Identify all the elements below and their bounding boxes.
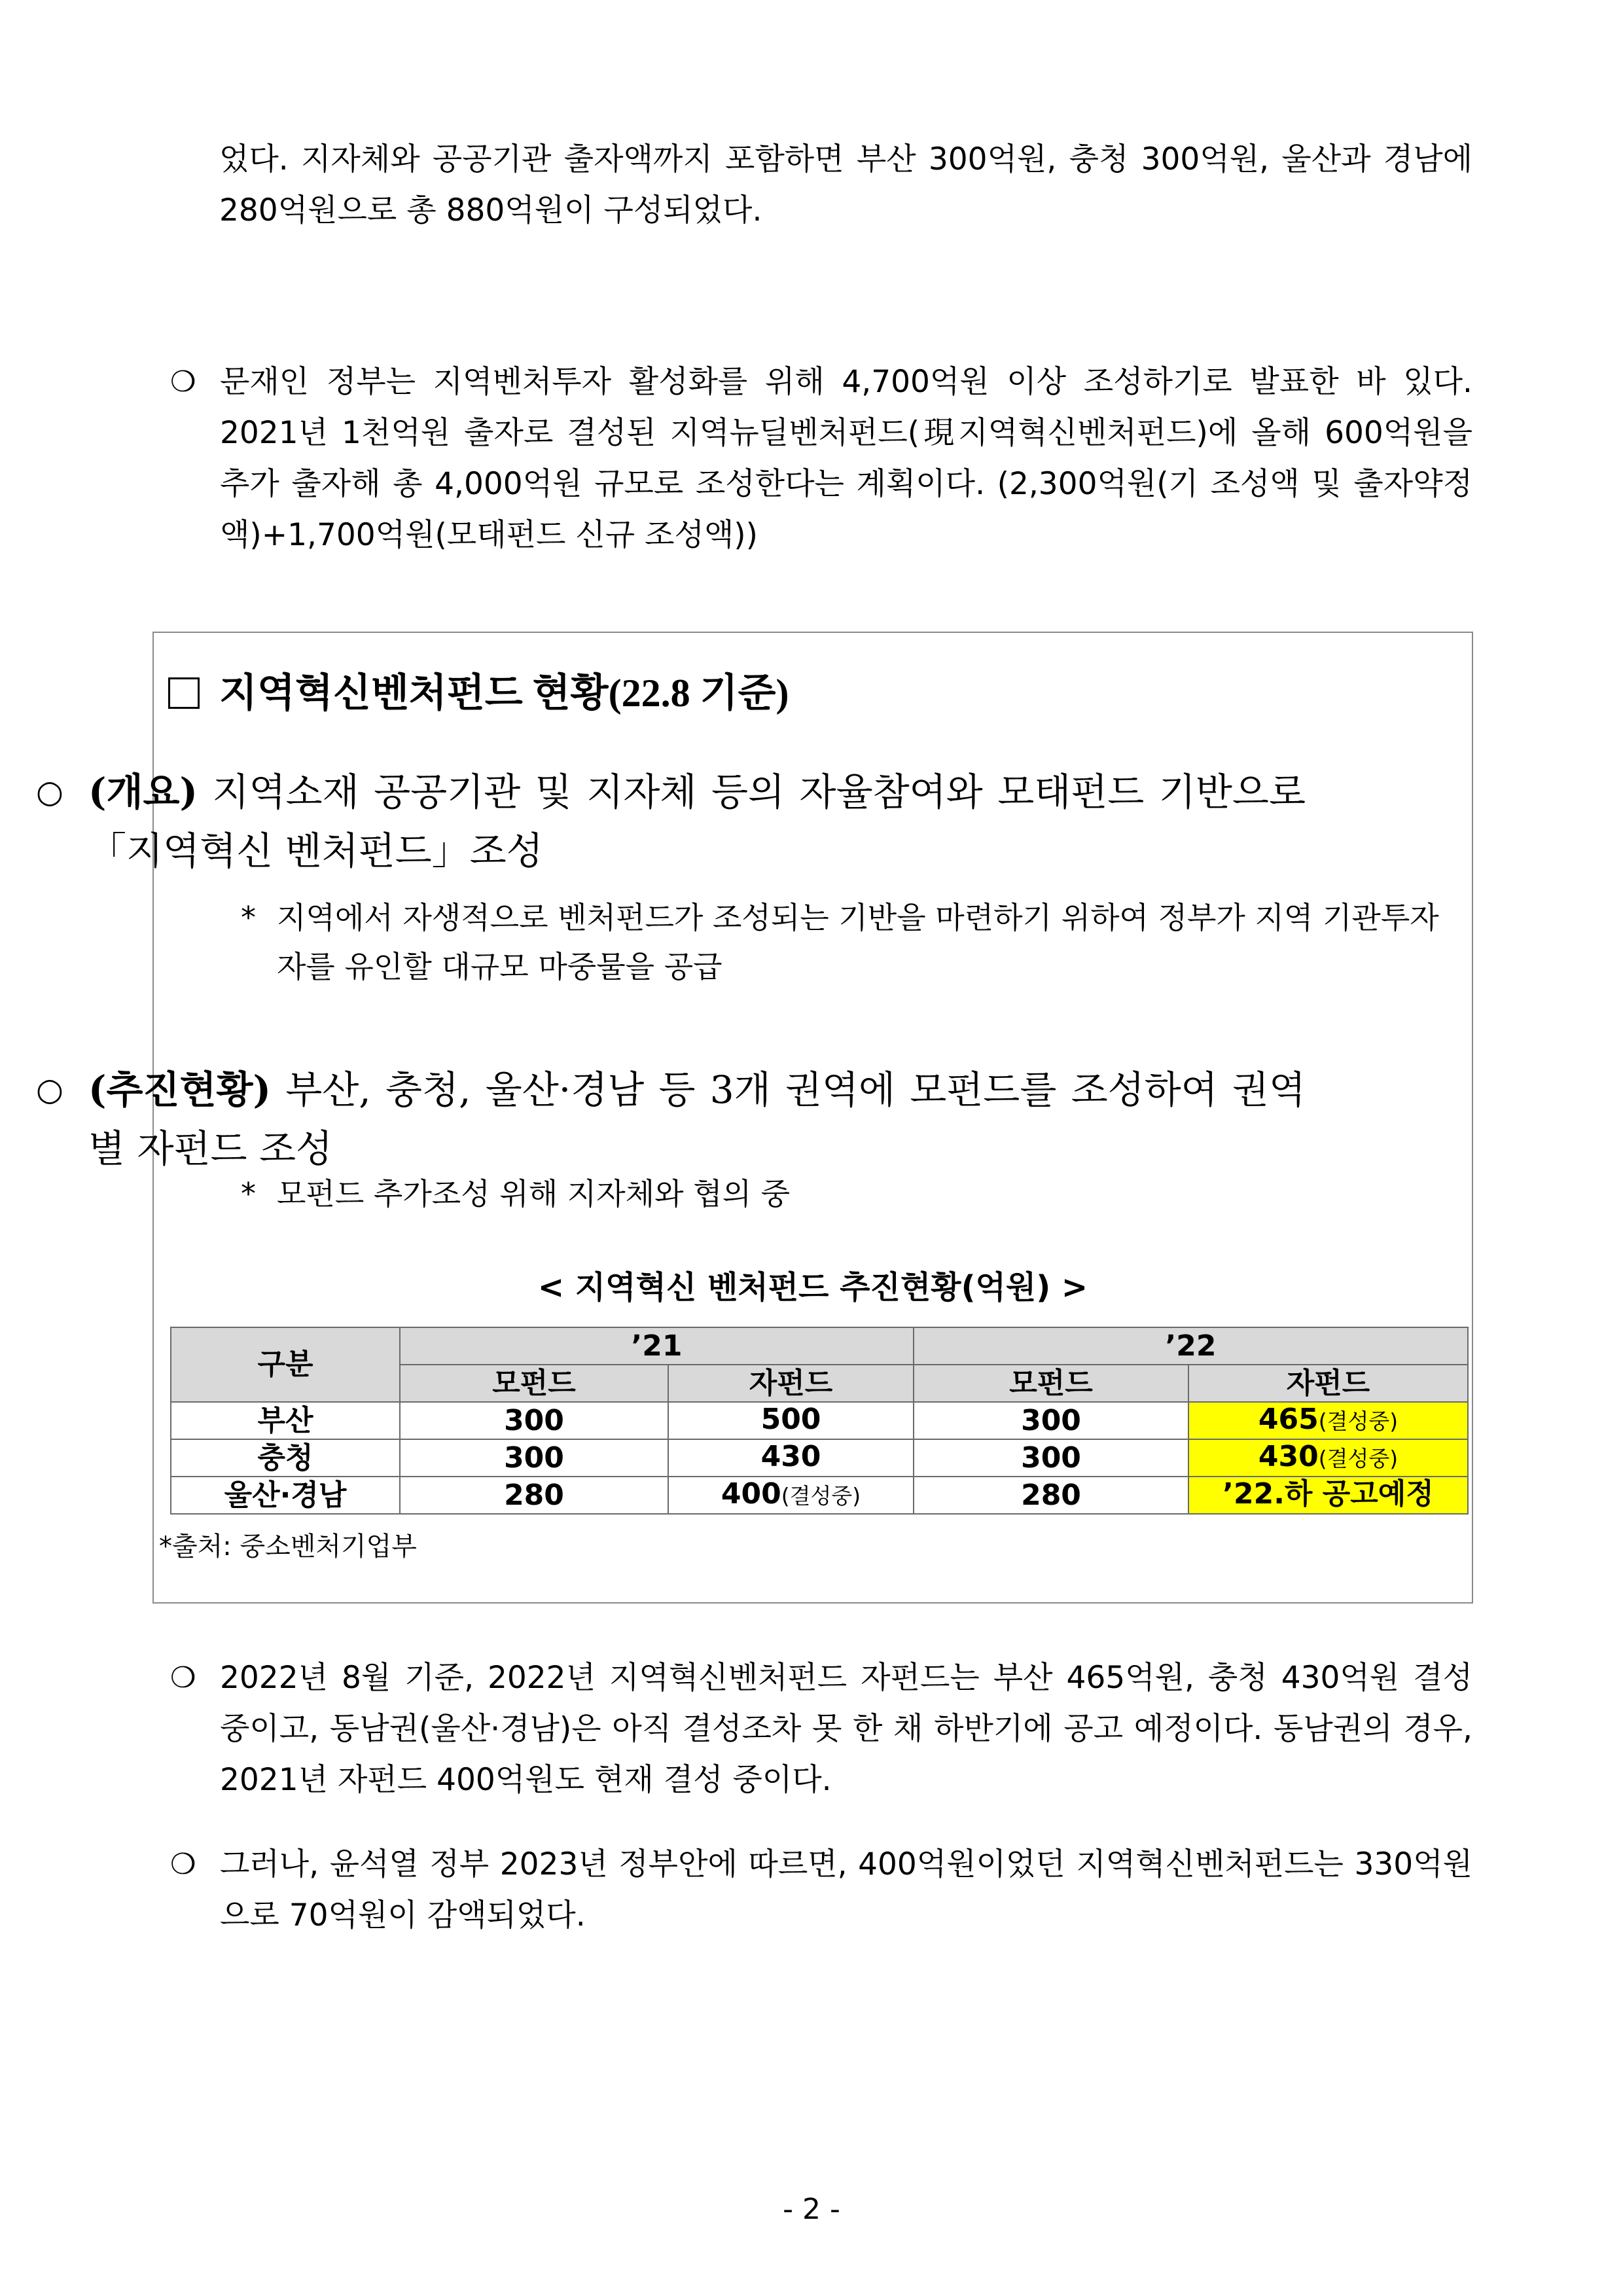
- header-mofund: 모펀드: [400, 1365, 668, 1402]
- circle-bullet-icon: ○: [36, 1071, 63, 1108]
- note-text: 모펀드 추가조성 위해 지자체와 협의 중: [277, 1176, 791, 1211]
- header-jafund: 자펀드: [668, 1365, 914, 1402]
- paragraph-text: 었다. 지자체와 공공기관 출자액까지 포함하면 부산 300억원, 충청 300억원, 울산과 경남에 280억원으로 총 880억원이 구성되었다.: [219, 141, 1472, 228]
- value-cell: 300: [400, 1439, 668, 1477]
- table-row: [171, 1439, 1468, 1477]
- bullet-paragraph: [170, 357, 1472, 561]
- note-text: 지역에서 자생적으로 벤처펀드가 조성되는 기반을 마련하기 위하여 정부가 지역 기관투자자를 유인할 대규모 마중물을 공급: [277, 900, 1439, 984]
- value-cell: 280: [400, 1477, 668, 1514]
- value-cell: 300: [914, 1439, 1188, 1477]
- header-mofund: 모펀드: [914, 1365, 1188, 1402]
- asterisk-icon: *: [241, 900, 256, 935]
- highlighted-value-cell: 430(결성중): [1188, 1439, 1468, 1477]
- value-cell: 400(결성중): [668, 1477, 914, 1514]
- value-cell: 300: [914, 1402, 1188, 1439]
- paragraph-continuation: [219, 134, 1472, 236]
- progress-item: [36, 1060, 1306, 1178]
- asterisk-icon: *: [241, 1176, 256, 1211]
- header-year-21: ’21: [400, 1327, 914, 1365]
- bullet-circle-icon: ❍: [170, 1848, 196, 1881]
- table-row: [171, 1477, 1468, 1514]
- progress-note: [241, 1170, 1465, 1219]
- table-source: *출처: 중소벤처기업부: [159, 1532, 417, 1562]
- header-year-22: ’22: [914, 1327, 1468, 1365]
- value-cell: 300: [400, 1402, 668, 1439]
- checkbox-square-icon: [168, 677, 200, 709]
- table-row: [171, 1402, 1468, 1439]
- item-label: (추진현황): [88, 1067, 271, 1112]
- circle-bullet-icon: ○: [36, 774, 63, 810]
- item-text: 부산, 충청, 울산·경남 등 3개 권역에 모펀드를 조성하여 권역별 자펀드 조성: [88, 1067, 1306, 1171]
- fund-table: [170, 1327, 1469, 1515]
- paragraph-text: 문재인 정부는 지역벤처투자 활성화를 위해 4,700억원 이상 조성하기로 발표한 바 있다. 2021년 1천억원 출자로 결성된 지역뉴딜벤처펀드(現지역혁신벤처펀드)에 올해 600억원을 추가 출자해 총 4,000억원 규모로 조성한다는 계획이다. (2,300억원(기 조성액 및 출자약정액)+1,700억원(모태펀드 신규 조성액)): [220, 364, 1472, 553]
- header-category: 구분: [171, 1327, 400, 1402]
- region-cell: 충청: [171, 1439, 400, 1477]
- paragraph-text: 그러나, 윤석열 정부 2023년 정부안에 따르면, 400억원이었던 지역혁신벤처펀드는 330억원으로 70억원이 감액되었다.: [220, 1846, 1472, 1933]
- overview-note: [241, 893, 1465, 992]
- bullet-paragraph: [170, 1653, 1472, 1806]
- region-cell: 울산·경남: [171, 1477, 400, 1514]
- box-title: [168, 667, 789, 719]
- bullet-circle-icon: ❍: [170, 1661, 196, 1695]
- highlighted-value-cell: 465(결성중): [1188, 1402, 1468, 1439]
- item-label: (개요): [88, 770, 198, 814]
- box-title-text: 지역혁신벤처펀드 현황(22.8 기준): [219, 672, 789, 715]
- bullet-circle-icon: ❍: [170, 365, 196, 399]
- bullet-paragraph: [170, 1839, 1472, 1941]
- highlighted-value-cell: ’22.하 공고예정: [1188, 1477, 1468, 1514]
- region-cell: 부산: [171, 1402, 400, 1439]
- value-cell: 500: [668, 1402, 914, 1439]
- table-caption: < 지역혁신 벤처펀드 추진현황(억원) >: [537, 1269, 1088, 1306]
- value-cell: 280: [914, 1477, 1188, 1514]
- item-text: 지역소재 공공기관 및 지자체 등의 자율참여와 모태펀드 기반으로「지역혁신 벤처펀드」조성: [88, 770, 1306, 873]
- paragraph-text: 2022년 8월 기준, 2022년 지역혁신벤처펀드 자펀드는 부산 465억원, 충청 430억원 결성 중이고, 동남권(울산·경남)은 아직 결성조차 못 한 채 하반기에 공고 예정이다. 동남권의 경우, 2021년 자펀드 400억원도 현재 결성 중이다.: [220, 1660, 1472, 1798]
- header-jafund: 자펀드: [1188, 1365, 1468, 1402]
- overview-item: [36, 762, 1306, 880]
- value-cell: 430: [668, 1439, 914, 1477]
- page-number: - 2 -: [783, 2193, 840, 2226]
